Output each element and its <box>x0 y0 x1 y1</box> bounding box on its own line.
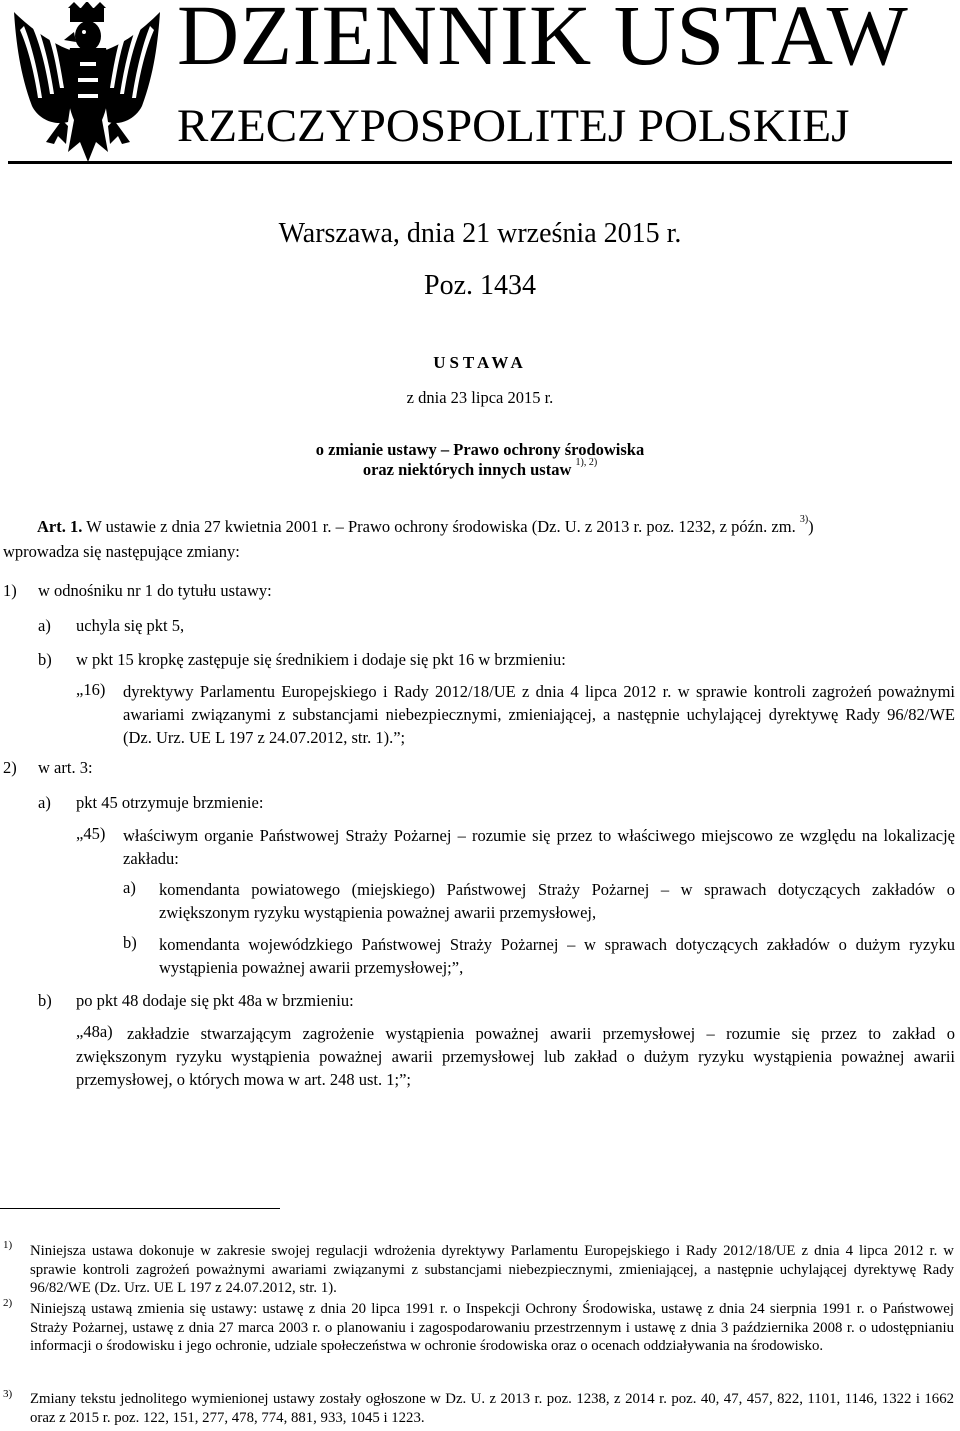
act-type: USTAWA <box>433 353 527 372</box>
footnote-ref: 3) <box>799 514 809 525</box>
quote-45-text: właściwym organie Państwowej Straży Pożarnej – rozumie się przez to właściwego miejscowo ze względu na lokalizację zakładu: <box>123 826 955 868</box>
quote-48a-num: „48a) <box>76 1022 113 1041</box>
point-2-text: w art. 3: <box>38 758 93 777</box>
issue-date: Warszawa, dnia 21 września 2015 r. <box>278 218 682 249</box>
sub-a-letter: a) <box>123 878 136 897</box>
position-number: Poz. 1434 <box>424 270 536 301</box>
journal-title: DZIENNIK USTAW <box>177 0 909 83</box>
point-1-text: w odnośniku nr 1 do tytułu ustawy: <box>38 581 272 600</box>
footnote-ref: 1), 2) <box>575 457 598 468</box>
point-2a-text: pkt 45 otrzymuje brzmienie: <box>76 793 264 812</box>
sub-b-text: komendanta wojewódzkiego Państwowej Straży Pożarnej – w sprawach dotyczących zakładów o dużym ryzyku wystąpienia poważnej awarii przemysłowej;”, <box>159 935 955 977</box>
point-2b-text: po pkt 48 dodaje się pkt 48a w brzmieniu: <box>76 991 354 1010</box>
article-label: Art. 1. <box>37 517 83 536</box>
footnote-3-num: 3) <box>3 1388 13 1400</box>
point-1a-text: uchyla się pkt 5, <box>76 616 185 635</box>
point-2b-letter: b) <box>38 991 52 1010</box>
journal-subtitle: RZECZYPOSPOLITEJ POLSKIEJ <box>177 100 850 152</box>
footnote-1-num: 1) <box>3 1239 13 1251</box>
act-subject-line1: o zmianie ustawy – Prawo ochrony środowiska <box>315 440 645 459</box>
footnote-2-num: 2) <box>3 1297 13 1309</box>
point-2a-letter: a) <box>38 793 51 812</box>
footnote-2-text: Niniejszą ustawą zmienia się ustawy: ustawę z dnia 20 lipca 1991 r. o Inspekcji Ochrony Środowiska, ustawę z dnia 24 sierpnia 1991 r. o Państwowej Straży Pożarnej, ustawę z dnia 27 marca 2003 r. o planowaniu i zagospodarowaniu przestrzennym i ustawę z dnia 3 października 2008 r. o udostępnianiu informacji o środowisku i jego ochronie, udziale społeczeństwa w ochronie środowiska oraz o ocenach oddziaływania na środowisko. <box>30 1301 954 1354</box>
act-subject-line2: oraz niektórych innych ustaw $^{1), 2)}$ <box>362 457 598 479</box>
quote-48a-text: zakładzie stwarzającym zagrożenie wystąpienia poważnej awarii przemysłowej – rozumie się przez to zakład o zwiększonym ryzyku wystąpienia poważnej awarii przemysłowej lub zakład o dużym ryzyku wystąpienia poważnej awarii przemysłowej, o których mowa w art. 248 ust. 1;”; <box>76 1024 955 1089</box>
quote-16-text: dyrektywy Parlamentu Europejskiego i Rady 2012/18/UE z dnia 4 lipca 2012 r. w sprawie kontroli zagrożeń poważnymi awariami związanymi z substancjami niebezpiecznymi, zmieniającej, a następnie uchylającej dyrektywę Rady 96/82/WE (Dz. Urz. UE L 197 z 24.07.2012, str. 1).”; <box>123 682 955 747</box>
point-1a-letter: a) <box>38 616 51 635</box>
sub-b-letter: b) <box>123 933 137 952</box>
header-rule <box>8 161 952 164</box>
footnote-3-text: Zmiany tekstu jednolitego wymienionej ustawy zostały ogłoszone w Dz. U. z 2013 r. poz. 1238, z 2014 r. poz. 40, 47, 457, 822, 1101, 1146, 1322 i 1662 oraz z 2015 r. poz. 122, 151, 277, 478, 774, 881, 933, 1045 i 1223. <box>30 1391 954 1426</box>
point-1b-letter: b) <box>38 650 52 669</box>
article-1-intro: Art. 1. W ustawie z dnia 27 kwietnia 2001 r. – Prawo ochrony środowiska (Dz. U. z 2013 r. poz. 1232, z późn. zm. $^{3)}$) <box>37 514 814 536</box>
point-1-num: 1) <box>3 581 17 600</box>
act-date: z dnia 23 lipca 2015 r. <box>406 388 554 407</box>
quote-45-num: „45) <box>76 824 106 843</box>
footnote-1-text: Niniejsza ustawa dokonuje w zakresie swojej regulacji wdrożenia dyrektywy Parlamentu Europejskiego i Rady 2012/18/UE z dnia 4 lipca 2012 r. w sprawie kontroli zagrożeń poważnymi awariami związanymi z substancjami niebezpiecznymi, zmieniającej, a następnie uchylającej dyrektywę Rady 96/82/WE (Dz. Urz. UE L 197 z 24.07.2012, str. 1). <box>30 1243 954 1296</box>
footnote-rule <box>0 1208 280 1209</box>
quote-16-num: „16) <box>76 680 106 699</box>
article-1-intro-cont: wprowadza się następujące zmiany: <box>3 542 240 561</box>
point-1b-text: w pkt 15 kropkę zastępuje się średnikiem i dodaje się pkt 16 w brzmieniu: <box>76 650 566 669</box>
point-2-num: 2) <box>3 758 17 777</box>
eagle-emblem-icon <box>8 2 166 164</box>
sub-a-text: komendanta powiatowego (miejskiego) Państwowej Straży Pożarnej – w sprawach dotyczących zakładów o zwiększonym ryzyku wystąpienia poważnej awarii przemysłowej, <box>159 880 955 922</box>
